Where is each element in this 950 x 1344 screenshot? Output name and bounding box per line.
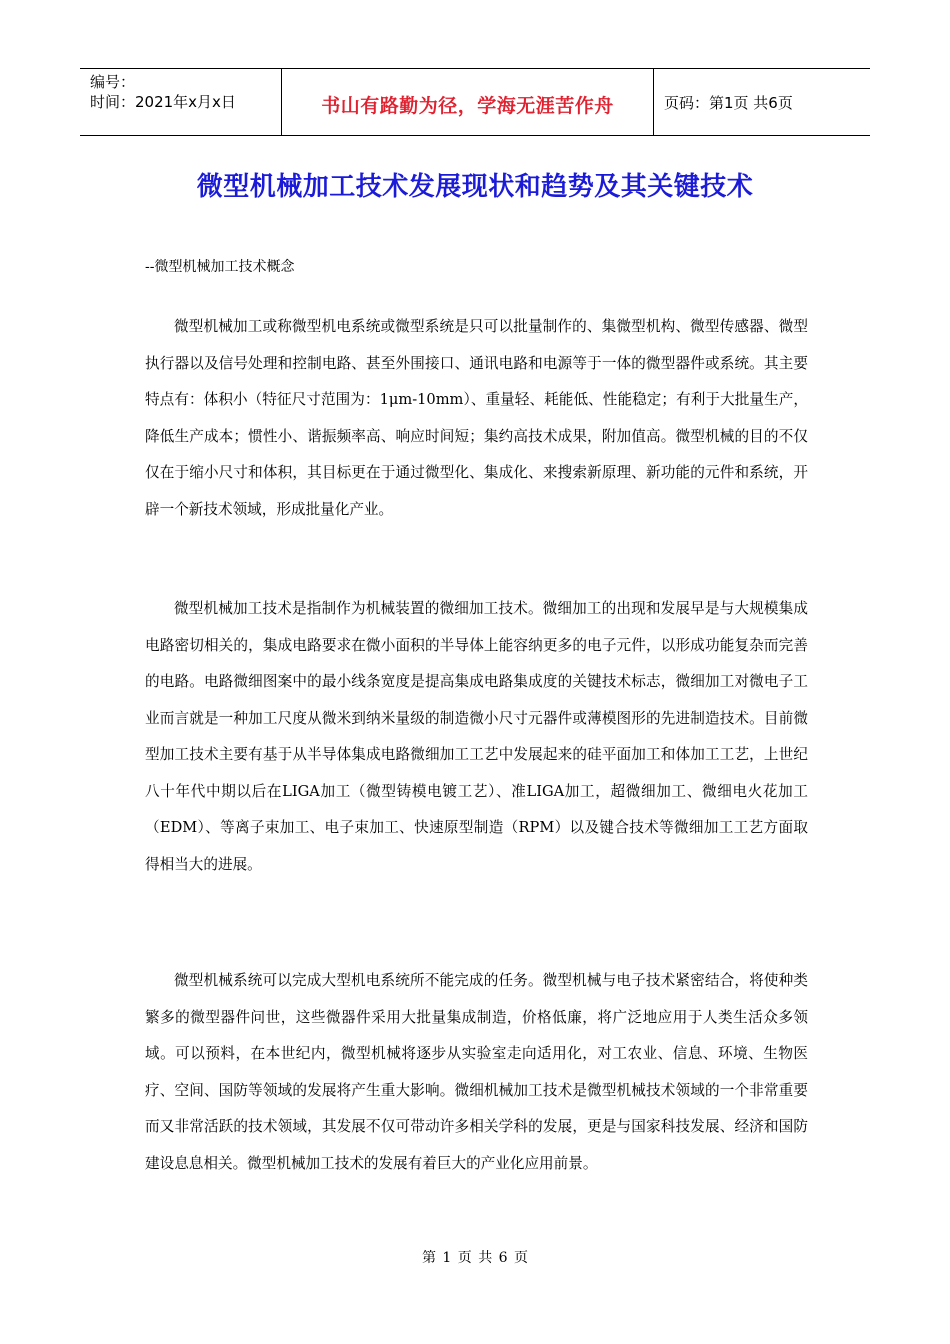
header-middle-cell <box>281 69 654 135</box>
header-right-cell <box>654 69 870 135</box>
header-left-cell <box>80 69 281 135</box>
document-subtitle: --微型机械加工技术概念 <box>145 259 295 275</box>
page-info: 页码：第1页 共6页 <box>664 93 793 112</box>
document-title: 微型机械加工技术发展现状和趋势及其关键技术 <box>196 172 754 202</box>
paragraph-1: 微型机械加工或称微型机电系统或微型系统是只可以批量制作的、集微型机构、微型传感器、微型执行器以及信号处理和控制电路、甚至外围接口、通讯电路和电源等于一体的微型器件或系统。其主要特点有：体积小（特征尺寸范围为：1μm-10mm）、重量轻、耗能低、性能稳定；有利于大批量生产，降低生产成本；惯性小、谐振频率高、响应时间短；集约高技术成果，附加值高。微型机械的目的不仅仅在于缩小尺寸和体积，其目标更在于通过微型化、集成化、来搜索新原理、新功能的元件和系统，开辟一个新技术领域，形成批量化产业。 <box>145 318 808 518</box>
paragraph-2: 微型机械加工技术是指制作为机械装置的微细加工技术。微细加工的出现和发展早是与大规模集成电路密切相关的，集成电路要求在微小面积的半导体上能容纳更多的电子元件，以形成功能复杂而完善的电路。电路微细图案中的最小线条宽度是提高集成电路集成度的关键技术标志，微细加工对微电子工业而言就是一种加工尺度从微米到纳米量级的制造微小尺寸元器件或薄模图形的先进制造技术。目前微型加工技术主要有基于从半导体集成电路微细加工工艺中发展起来的硅平面加工和体加工工艺，上世纪八十年代中期以后在LIGA加工（微型铸模电镀工艺）、准LIGA加工，超微细加工、微细电火花加工（EDM）、等离子束加工、电子束加工、快速原型制造（RPM）以及键合技术等微细加工工艺方面取得相当大的进展。 <box>145 600 808 873</box>
time-label: 时间：2021年x月x日 <box>90 93 236 111</box>
number-label: 编号： <box>90 73 136 91</box>
paragraph-3: 微型机械系统可以完成大型机电系统所不能完成的任务。微型机械与电子技术紧密结合，将使种类繁多的微型器件问世，这些微器件采用大批量集成制造，价格低廉，将广泛地应用于人类生活众多领域。可以预料，在本世纪内，微型机械将逐步从实验室走向适用化，对工农业、信息、环境、生物医疗、空间、国防等领域的发展将产生重大影响。微细机械加工技术是微型机械技术领域的一个非常重要而又非常活跃的技术领域，其发展不仅可带动许多相关学科的发展，更是与国家科技发展、经济和国防建设息息相关。微型机械加工技术的发展有着巨大的产业化应用前景。 <box>145 972 808 1172</box>
header-table <box>80 68 870 136</box>
page-footer: 第 1 页 共 6 页 <box>421 1250 529 1266</box>
motto: 书山有路勤为径，学海无涯苦作舟 <box>321 94 614 117</box>
